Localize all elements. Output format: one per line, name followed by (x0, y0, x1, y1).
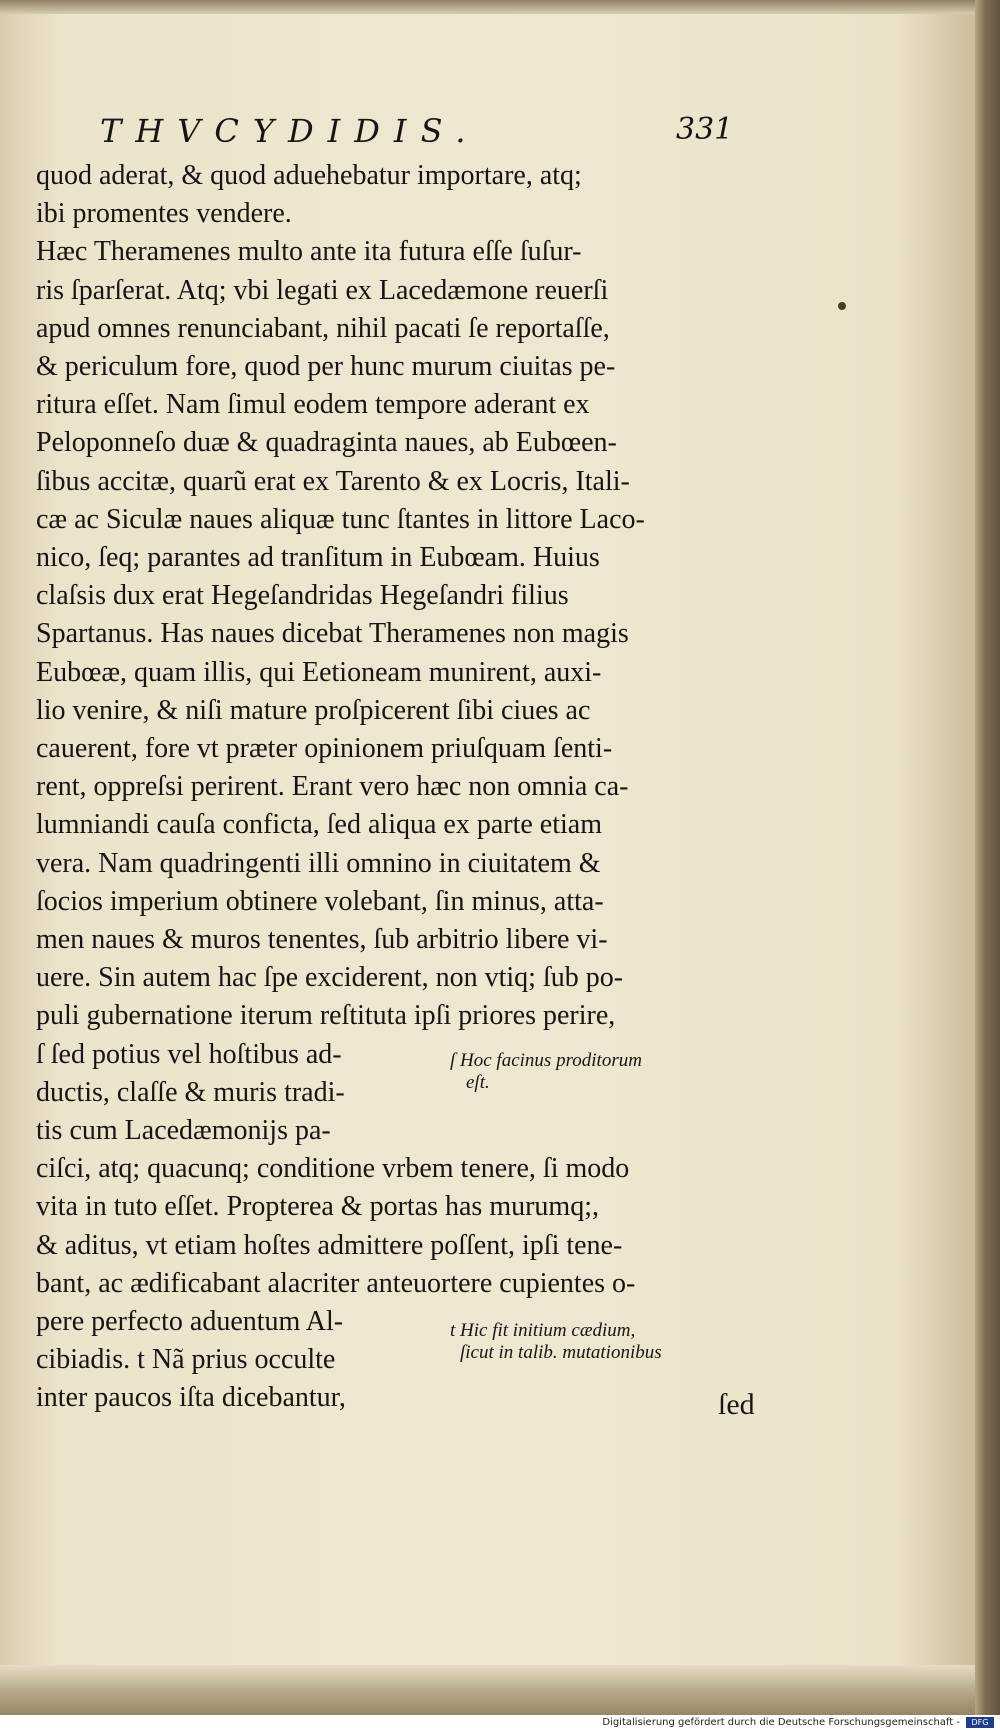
text-line: ris ſparſerat. Atq; vbi legati ex Lacedæmone reuerſi (36, 274, 609, 306)
note-line: eſt. (466, 1072, 490, 1093)
text-line: claſsis dux erat Hegeſandridas Hegeſandri filius (36, 580, 569, 612)
dfg-logo: DFG (966, 1717, 994, 1728)
note-line: ſ Hoc facinus proditorum (450, 1050, 642, 1071)
text-line: rent, oppreſsi perirent. Erant vero hæc non omnia ca- (36, 771, 629, 803)
text-line: apud omnes renunciabant, nihil pacati ſe reportaſſe, (36, 312, 610, 344)
text-line: nico, ſeq; parantes ad tranſitum in Eubœam. Huius (36, 542, 600, 573)
text-line: ſ ſed potius vel hoſtibus ad- (36, 1038, 342, 1070)
running-title: THVCYDIDIS. (100, 112, 480, 150)
text-line: puli gubernatione iterum reſtituta ipſi priores perire, (36, 1000, 616, 1032)
text-line: uere. Sin autem hac ſpe exciderent, non vtiq; ſub po- (36, 962, 624, 994)
text-line: pere perfecto aduentum Al- (36, 1306, 344, 1337)
text-line: lumniandi cauſa conficta, ſed aliqua ex parte etiam (36, 809, 602, 841)
text-line: cauerent, fore vt præter opinionem priuſquam ſenti- (36, 733, 613, 764)
page-gutter (975, 0, 1000, 1715)
marginal-note (450, 1320, 662, 1364)
text-line: bant, ac ædificabant alacriter anteuortere cupientes o- (36, 1267, 636, 1299)
text-line: & periculum fore, quod per hunc murum ciuitas pe- (36, 351, 616, 382)
text-line: Peloponneſo duæ & quadraginta naues, ab Eubœen- (36, 427, 617, 459)
text-line: cæ ac Siculæ naues aliquæ tunc ſtantes in littore Laco- (36, 503, 645, 535)
note-line: ſicut in talib. mutationibus (460, 1342, 662, 1363)
page-number: 331 (676, 112, 734, 147)
text-line: Spartanus. Has naues dicebat Theramenes non magis (36, 618, 629, 650)
text-line: ritura eſſet. Nam ſimul eodem tempore aderant ex (36, 389, 590, 421)
text-line: ſocios imperium obtinere volebant, ſin minus, atta- (36, 885, 604, 917)
page-top-edge (0, 0, 975, 14)
text-line: men naues & muros tenentes, ſub arbitrio libere vi- (36, 924, 608, 955)
page-bottom-edge (0, 1665, 975, 1715)
catchword: ſed (718, 1388, 755, 1421)
text-line: ſibus accitæ, quarũ erat ex Tarento & ex Locris, Itali- (36, 465, 630, 497)
text-line: vita in tuto eſſet. Propterea & portas has murumq;, (36, 1191, 599, 1223)
ink-spot (838, 302, 846, 310)
marginal-note (450, 1050, 642, 1094)
text-line: Eubœæ, quam illis, qui Eetioneam munirent, auxi- (36, 656, 602, 688)
text-line: inter paucos iſta dicebantur, (36, 1382, 346, 1414)
text-line: quod aderat, & quod aduehebatur importare, atq; (36, 160, 582, 191)
note-line: t Hic fit initium cædium, (450, 1320, 636, 1341)
text-line: ciſci, atq; quacunq; conditione vrbem tenere, ſi modo (36, 1153, 630, 1185)
text-line: tis cum Lacedæmonijs pa- (36, 1115, 331, 1146)
text-line: ductis, claſſe & muris tradi- (36, 1076, 345, 1108)
text-line: ibi promentes vendere. (36, 198, 292, 230)
text-line: Hæc Theramenes multo ante ita futura eſſe ſuſur- (36, 236, 582, 268)
text-line: & aditus, vt etiam hoſtes admittere poſſent, ipſi tene- (36, 1229, 623, 1261)
footer-bar (0, 1715, 1000, 1730)
footer-text: Digitalisierung gefördert durch die Deutsche Forschungsgemeinschaft - (602, 1717, 960, 1728)
text-line: vera. Nam quadringenti illi omnino in ciuitatem & (36, 847, 601, 879)
text-line: lio venire, & niſi mature proſpicerent ſibi ciues ac (36, 694, 591, 726)
text-line: cibiadis. t Nã prius occulte (36, 1344, 336, 1376)
